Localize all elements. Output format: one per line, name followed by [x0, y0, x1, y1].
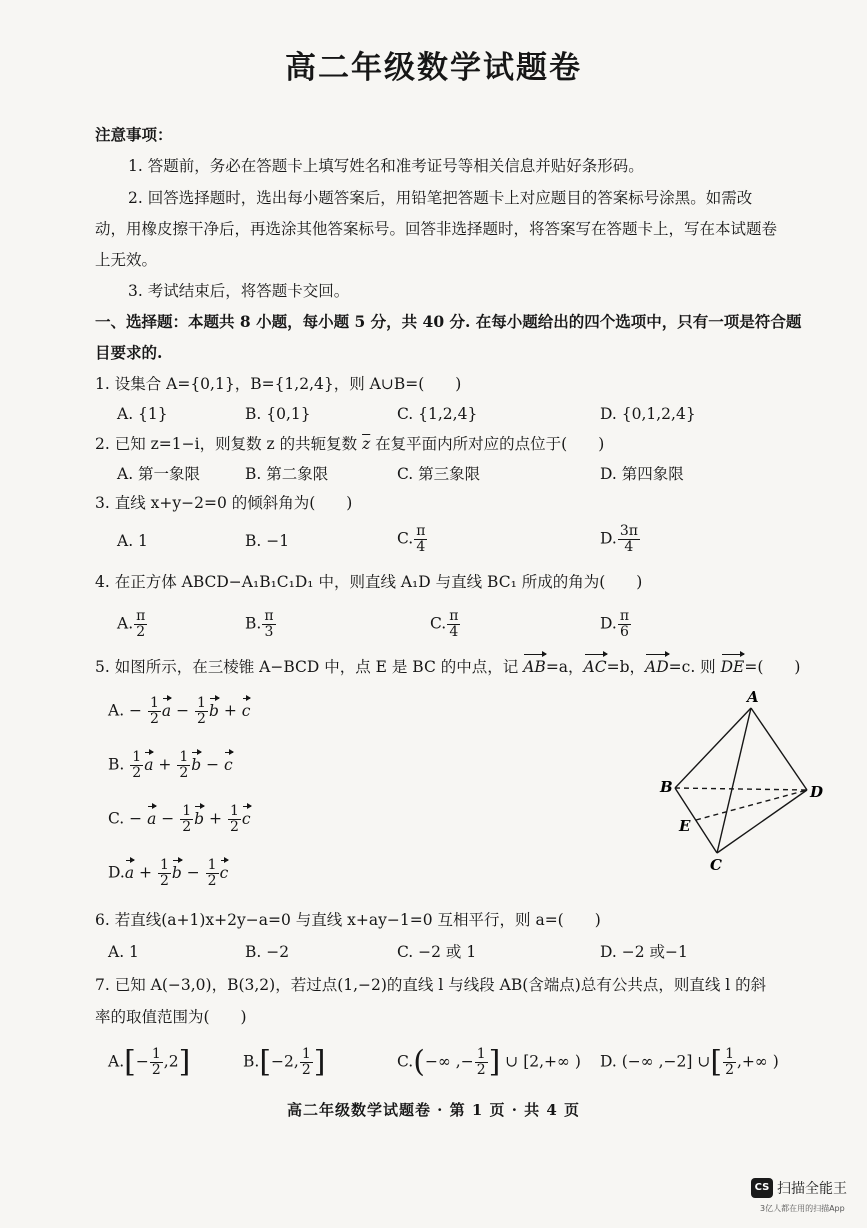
edge-ad [751, 708, 807, 790]
q5-option-c: C. − a − $\frac{1}{2}$ b + $\frac{1}{2}$ c [108, 803, 251, 835]
q7-option-a: A.[− $\frac{1}{2}$ ,2] [108, 1044, 191, 1080]
q5-option-b: B. $\frac{1}{2}$ a + $\frac{1}{2}$ b − c [108, 749, 233, 781]
q6-option-b: B. −2 [245, 943, 290, 961]
notice-item-2: 2. 回答选择题时，选出每小题答案后，用铅笔把答题卡上对应题目的答案标号涂黑。如需改 [128, 189, 753, 207]
q7-stem-line1: 7. 已知 A(−3,0)，B(3,2)，若过点(1,−2)的直线 l 与线段 AB(含端点)总有公共点，则直线 l 的斜 [95, 976, 767, 994]
notice-item-2-end: 上无效。 [95, 251, 158, 269]
q7-option-c: C.(−∞ ,− $\frac{1}{2}$ ] ∪ [2,+∞ ) [397, 1044, 581, 1080]
q3-stem: 3. 直线 x+y−2=0 的倾斜角为( ) [95, 494, 353, 512]
notice-heading: 注意事项： [95, 125, 173, 144]
section1-line2: 目要求的. [95, 343, 163, 362]
section1-line1: 一、选择题：本题共 8 小题，每小题 5 分，共 40 分. 在每小题给出的四个选项中，只有一项是符合题 [95, 312, 802, 331]
q4-option-d: D. $\frac{\pi}{6}$ [600, 608, 630, 640]
watermark-tagline: 3亿人都在用的扫描App [760, 1204, 845, 1213]
edge-ac [717, 708, 751, 853]
edge-ab [675, 708, 751, 788]
conjugate-z: $\overline{z}$ [362, 435, 371, 453]
label-b: B [660, 778, 673, 796]
q6-option-d: D. −2 或−1 [600, 943, 688, 961]
q4-option-a: A. $\frac{\pi}{2}$ [117, 608, 146, 640]
q5-option-a: A. − $\frac{1}{2}$ a − $\frac{1}{2}$ b + c [108, 695, 251, 727]
vector-de: DE [720, 658, 745, 676]
q3-option-b: B. −1 [245, 532, 290, 550]
notice-item-1: 1. 答题前，务必在答题卡上填写姓名和准考证号等相关信息并贴好条形码。 [128, 157, 644, 175]
vector-ad: AD [645, 658, 669, 676]
q3-option-c: C. $\frac{\pi}{4}$ [397, 523, 426, 555]
vector-ab: AB [523, 658, 546, 676]
q5-stem: 5. 如图所示，在三棱锥 A−BCD 中，点 E 是 BC 的中点，记 AB=a，AC=b，AD=c. 则 DE=( ) [95, 658, 801, 676]
label-a: A [747, 688, 759, 706]
q6-option-c: C. −2 或 1 [397, 943, 477, 961]
q4-stem: 4. 在正方体 ABCD−A₁B₁C₁D₁ 中，则直线 A₁D 与直线 BC₁ 所成的角为( ) [95, 573, 643, 591]
q1-stem: 1. 设集合 A={0,1}，B={1,2,4}，则 A∪B=( ) [95, 375, 462, 393]
vector-ac: AC [583, 658, 607, 676]
watermark-name: 扫描全能王 [777, 1181, 847, 1197]
page-title: 高二年级数学试题卷 [285, 50, 582, 86]
q1-option-b: B. {0,1} [245, 405, 311, 423]
q2-option-c: C. 第三象限 [397, 465, 481, 483]
q6-option-a: A. 1 [108, 943, 139, 961]
q2-option-b: B. 第二象限 [245, 465, 329, 483]
q2-stem: 2. 已知 z=1−i，则复数 z 的共轭复数 $\overline{z}$ 在复平面内所对应的点位于( ) [95, 435, 605, 453]
q7-option-b: B.[−2, $\frac{1}{2}$ ] [243, 1044, 326, 1080]
notice-item-3: 3. 考试结束后，将答题卡交回。 [128, 282, 350, 300]
label-c: C [710, 856, 722, 873]
q6-stem: 6. 若直线(a+1)x+2y−a=0 与直线 x+ay−1=0 互相平行，则 a=( ) [95, 911, 601, 929]
q1-option-c: C. {1,2,4} [397, 405, 478, 423]
label-d: D [810, 783, 824, 801]
edge-bd-hidden [675, 788, 807, 790]
q2-option-a: A. 第一象限 [117, 465, 201, 483]
q4-option-b: B. $\frac{\pi}{3}$ [245, 608, 274, 640]
page-footer: 高二年级数学试题卷 · 第 1 页 · 共 4 页 [286, 1101, 581, 1119]
pyramid-figure [655, 683, 830, 873]
segment-de-hidden [696, 790, 807, 820]
q1-option-d: D. {0,1,2,4} [600, 405, 696, 423]
q4-option-c: C. $\frac{\pi}{4}$ [430, 608, 459, 640]
label-e: E [679, 817, 691, 835]
q3-option-d: D. $\frac{3\pi}{4}$ [600, 523, 638, 555]
camscanner-logo-icon: CS [751, 1178, 773, 1198]
q3-option-a: A. 1 [117, 532, 148, 550]
q5-option-d: D.a + $\frac{1}{2}$ b − $\frac{1}{2}$ c [108, 857, 229, 889]
q7-stem-line2: 率的取值范围为( ) [95, 1008, 247, 1026]
notice-item-2-cont: 动，用橡皮擦干净后，再选涂其他答案标号。回答非选择题时，将答案写在答题卡上，写在本试题卷 [95, 220, 778, 238]
q7-option-d: D. (−∞ ,−2] ∪[ $\frac{1}{2}$ ,+∞ ) [600, 1044, 779, 1080]
edge-cd [717, 790, 807, 853]
q1-option-a: A. {1} [117, 405, 168, 423]
q2-option-d: D. 第四象限 [600, 465, 684, 483]
